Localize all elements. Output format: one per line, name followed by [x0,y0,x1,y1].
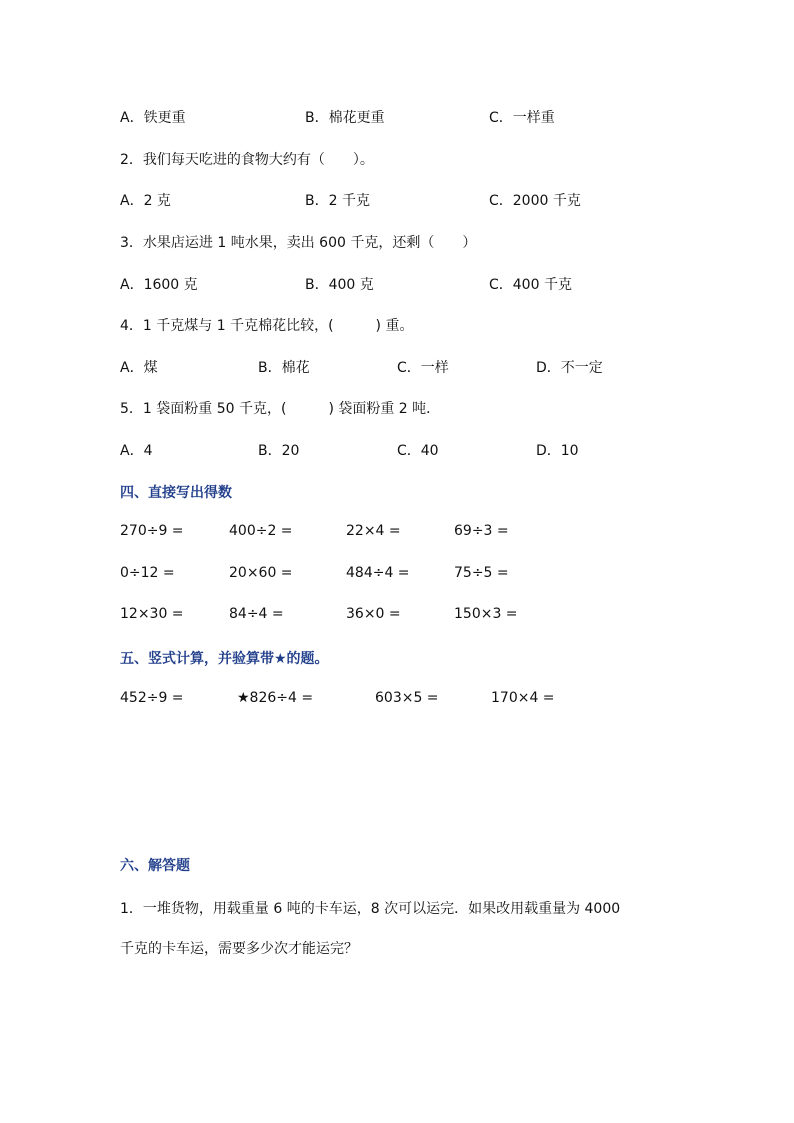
q2-option-c: C．2000 千克 [489,193,581,209]
vertical-calc-item: 170×4 = [491,690,555,706]
calc-item: 69÷3 = [454,523,509,539]
q1-option-b: B．棉花更重 [305,110,385,126]
calc-item: 400÷2 = [229,523,293,539]
q2-text: 2．我们每天吃进的食物大约有（ ）。 [120,152,374,168]
q5-option-c: C．40 [397,443,439,459]
q5-option-b: B．20 [258,443,300,459]
word-problem-line-2: 千克的卡车运，需要多少次才能运完？ [120,941,358,957]
q2-option-a: A．2 克 [120,193,171,209]
section5-heading: 五、竖式计算，并验算带★的题。 [120,651,329,667]
q5-option-a: A．4 [120,443,153,459]
vertical-calc-item: ★826÷4 = [237,690,314,706]
q4-option-c: C．一样 [397,360,449,376]
q3-option-b: B．400 克 [305,277,374,293]
q5-text: 5．1 袋面粉重 50 千克，( ) 袋面粉重 2 吨． [120,401,441,417]
calc-item: 12×30 = [120,606,184,622]
calc-item: 150×3 = [454,606,518,622]
word-problem-line-1: 1．一堆货物，用载重量 6 吨的卡车运，8 次可以运完．如果改用载重量为 4000 [120,901,621,917]
q3-option-c: C．400 千克 [489,277,572,293]
q4-option-a: A．煤 [120,360,158,376]
calc-item: 36×0 = [346,606,401,622]
q4-option-b: B．棉花 [258,360,310,376]
section4-heading: 四、直接写出得数 [120,485,232,501]
q3-text: 3．水果店运进 1 吨水果，卖出 600 千克，还剩（ ） [120,235,477,251]
calc-item: 22×4 = [346,523,401,539]
vertical-calc-item: 452÷9 = [120,690,184,706]
q1-option-a: A．铁更重 [120,110,186,126]
calc-item: 84÷4 = [229,606,284,622]
calc-item: 270÷9 = [120,523,184,539]
calc-item: 484÷4 = [346,565,410,581]
calc-item: 75÷5 = [454,565,509,581]
calc-item: 0÷12 = [120,565,175,581]
q4-text: 4．1 千克煤与 1 千克棉花比较，( ) 重。 [120,318,414,334]
section6-heading: 六、解答题 [120,858,190,874]
q3-option-a: A．1600 克 [120,277,198,293]
q2-option-b: B．2 千克 [305,193,370,209]
vertical-calc-item: 603×5 = [375,690,439,706]
q1-option-c: C．一样重 [489,110,555,126]
q4-option-d: D．不一定 [536,360,603,376]
calc-item: 20×60 = [229,565,293,581]
q5-option-d: D．10 [536,443,579,459]
